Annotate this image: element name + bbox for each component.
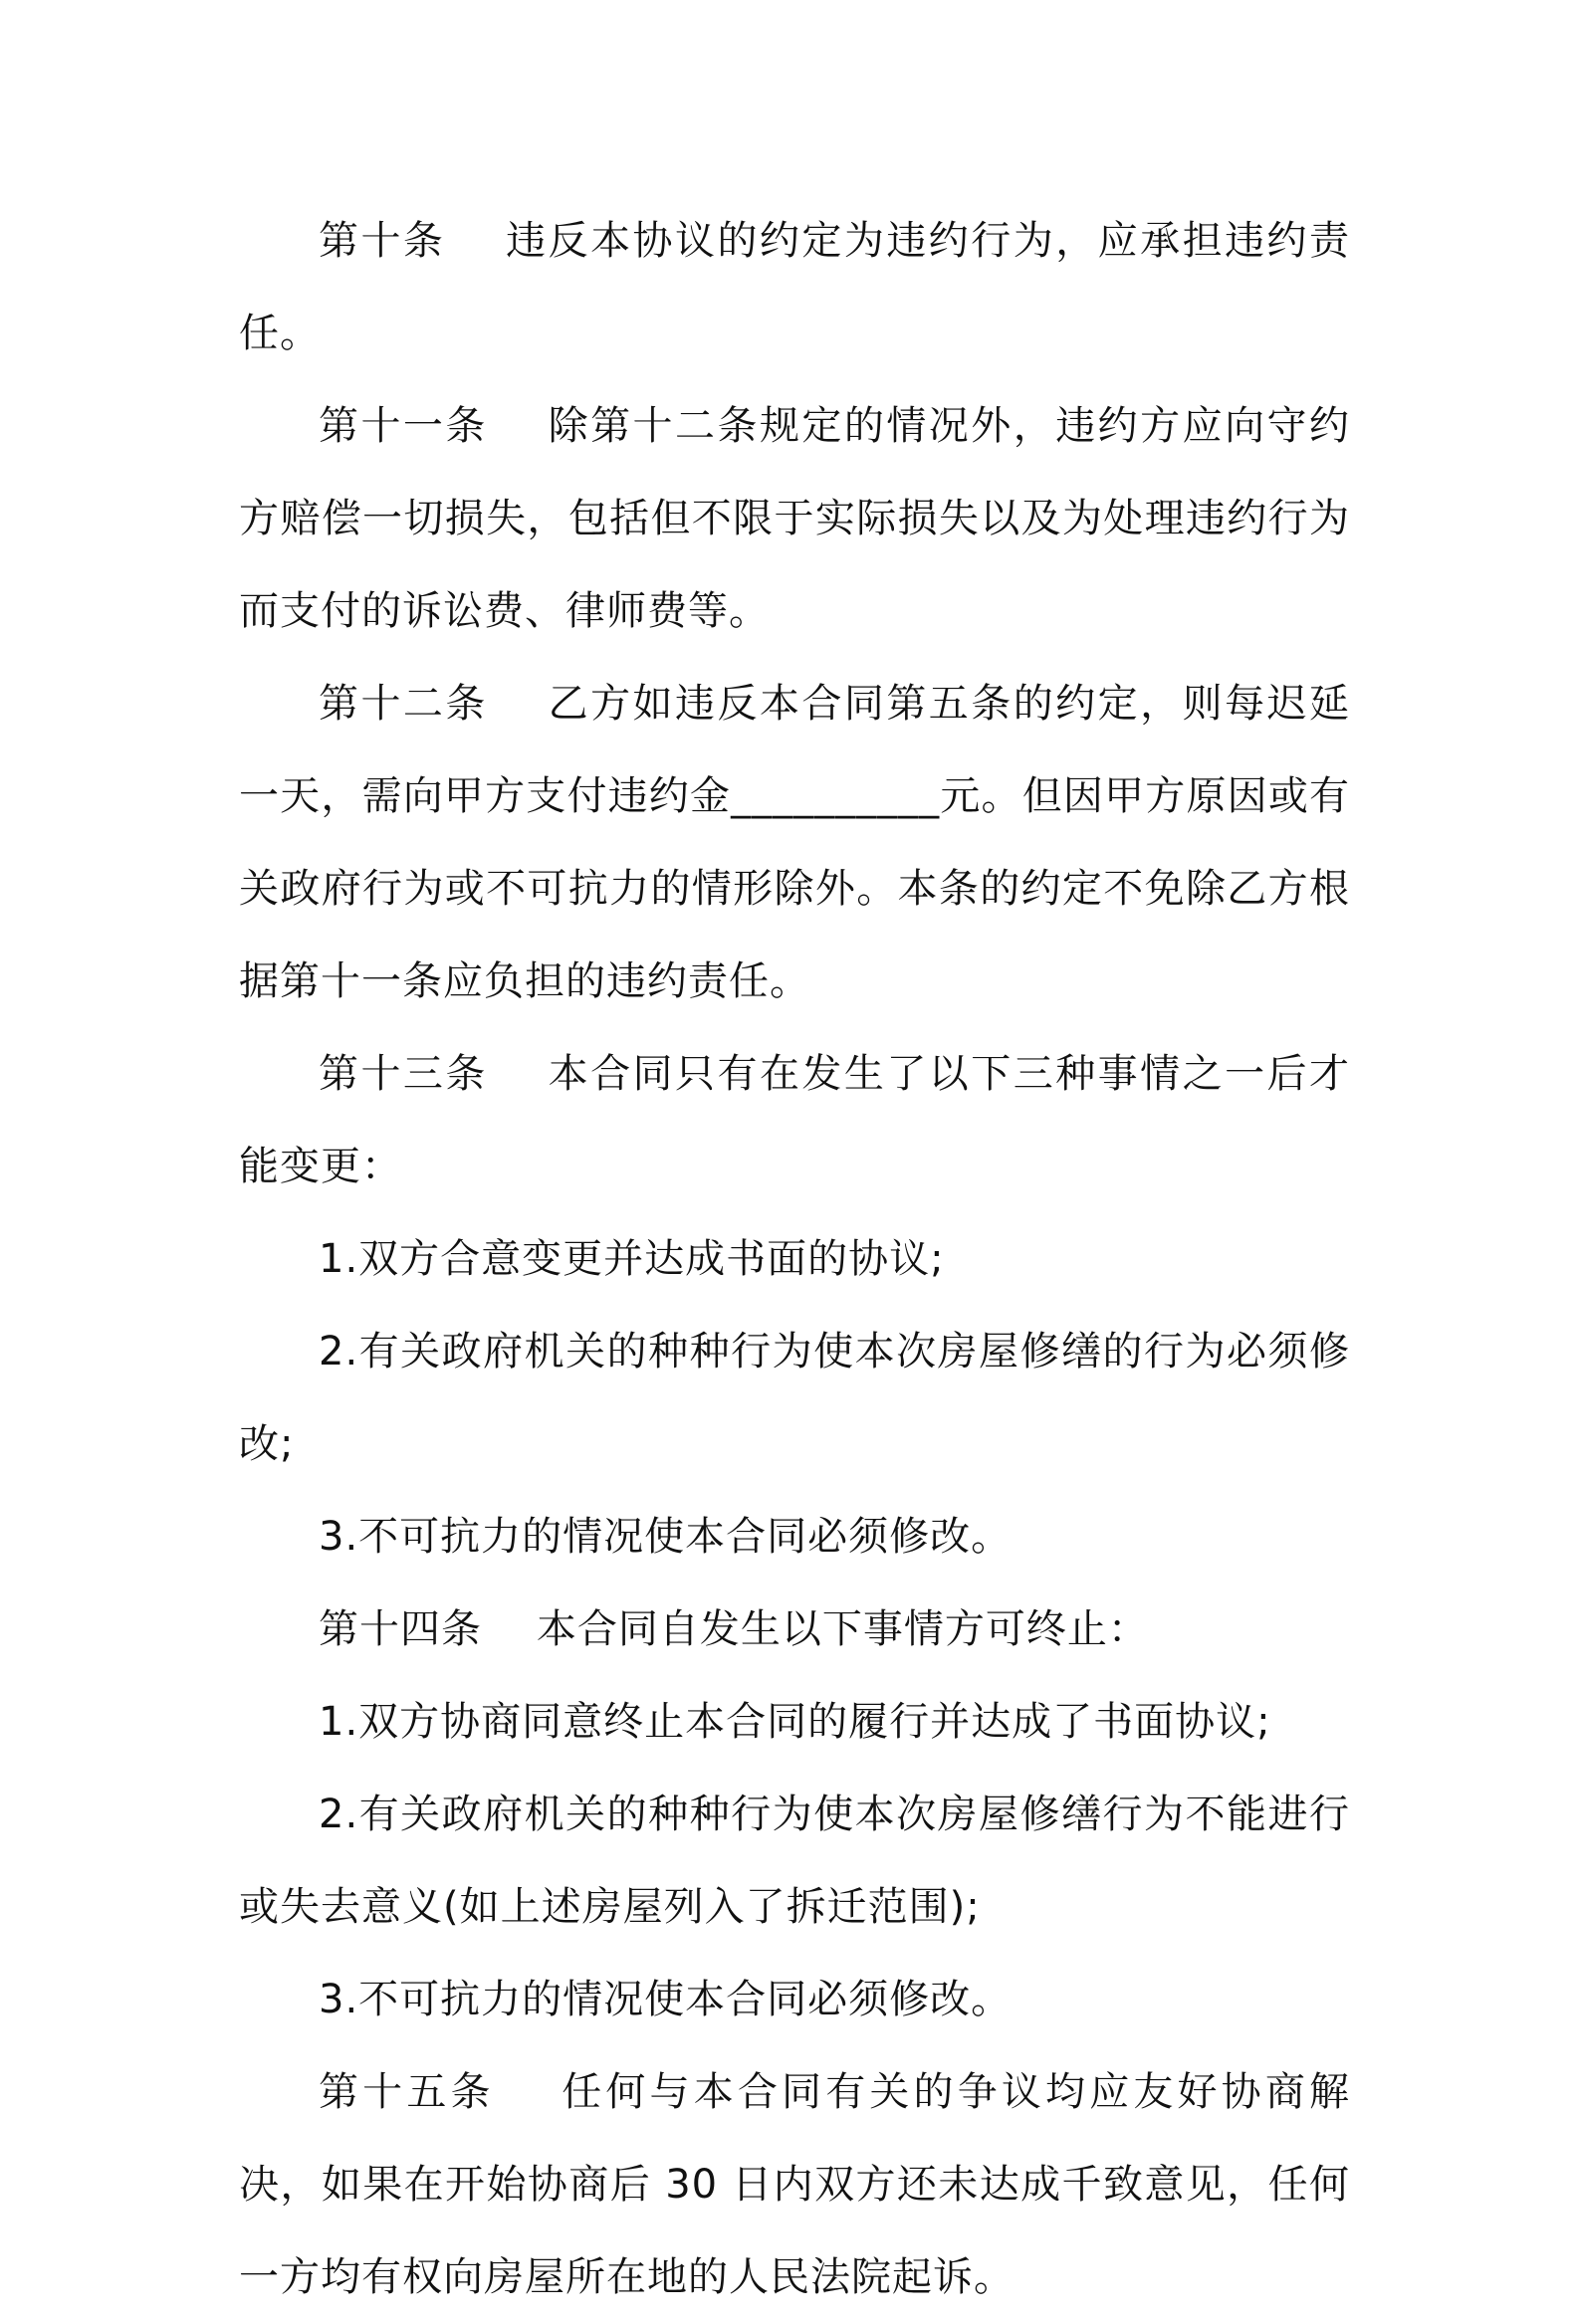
list-item-14-3 xyxy=(239,1954,1350,2046)
article-body: 任何与本合同有关的争议均应友好协商解决，如果在开始协商后 30 日内双方还未达成千致意见，任何一方均有权向房屋所在地的人民法院起诉。 xyxy=(239,2069,1351,2300)
list-item-text: 2.有关政府机关的种种行为使本次房屋修缮的行为必须修改; xyxy=(239,1329,1350,1467)
article-body: 本合同只有在发生了以下三种事情之一后才能变更： xyxy=(239,1051,1351,1189)
article-heading: 第十四条 xyxy=(319,1606,482,1652)
article-body: 违反本协议的约定为违约行为，应承担违约责任。 xyxy=(239,218,1351,356)
list-item-14-2 xyxy=(239,1769,1350,1954)
list-item-13-3 xyxy=(239,1491,1350,1584)
paragraph-article-10 xyxy=(239,195,1350,380)
list-item-text: 1.双方合意变更并达成书面的协议; xyxy=(319,1236,945,1282)
article-heading: 第十五条 xyxy=(319,2069,495,2115)
paragraph-article-15 xyxy=(239,2046,1350,2324)
list-item-13-1 xyxy=(239,1213,1350,1306)
document-page xyxy=(239,195,1350,2324)
article-heading: 第十三条 xyxy=(319,1051,488,1097)
paragraph-article-11 xyxy=(239,380,1350,658)
paragraph-article-14 xyxy=(239,1584,1350,1676)
paragraph-article-13 xyxy=(239,1028,1350,1213)
list-item-13-2 xyxy=(239,1306,1350,1491)
paragraph-article-12 xyxy=(239,658,1350,1028)
list-item-text: 2.有关政府机关的种种行为使本次房屋修缮行为不能进行或失去意义(如上述房屋列入了拆迁范围); xyxy=(239,1792,1350,1930)
article-body: 除第十二条规定的情况外，违约方应向守约方赔偿一切损失，包括但不限于实际损失以及为处理违约行为而支付的诉讼费、律师费等。 xyxy=(239,403,1351,634)
article-body: 乙方如违反本合同第五条的约定，则每迟延一天，需向甲方支付违约金__________元。但因甲方原因或有关政府行为或不可抗力的情形除外。本条的约定不免除乙方根据第十一条应负担的违约责任。 xyxy=(239,681,1351,1004)
article-heading: 第十一条 xyxy=(319,403,488,449)
list-item-text: 3.不可抗力的情况使本合同必须修改。 xyxy=(319,1977,1013,2022)
list-item-text: 1.双方协商同意终止本合同的履行并达成了书面协议; xyxy=(319,1699,1271,1745)
article-heading: 第十二条 xyxy=(319,681,488,727)
list-item-14-1 xyxy=(239,1676,1350,1769)
article-body: 本合同自发生以下事情方可终止： xyxy=(536,1606,1149,1652)
article-heading: 第十条 xyxy=(319,218,446,264)
list-item-text: 3.不可抗力的情况使本合同必须修改。 xyxy=(319,1514,1013,1560)
